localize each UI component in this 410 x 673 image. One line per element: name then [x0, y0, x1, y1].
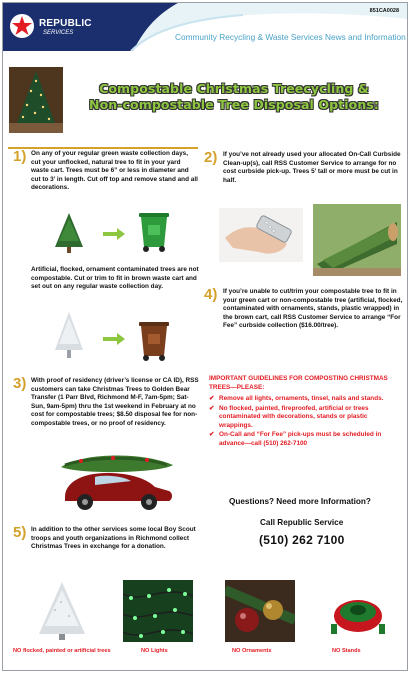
arrow-right-icon — [103, 228, 125, 240]
lights-photo — [123, 580, 193, 642]
christmas-tree-photo — [9, 67, 63, 133]
ornaments-photo — [225, 580, 295, 642]
step-2-text: If you’ve not already used your allocated On-Call Curbside Clean-up(s), call RSS Customer Service to arrange for no cost curbside pick-up. Trees 5’ tall or more must be cut in half. — [223, 151, 401, 184]
call-label: Call Republic Service — [260, 518, 344, 527]
step-2-number: 2) — [204, 149, 218, 166]
republic-logo — [9, 11, 119, 43]
section-divider — [8, 147, 198, 149]
title-line-2: Non-compostable Tree Disposal Options: — [89, 97, 379, 112]
questions-heading: Questions? Need more Information? — [229, 497, 371, 506]
guideline-item — [209, 405, 401, 431]
cut-tree-photo — [313, 204, 401, 276]
green-cart-icon — [133, 207, 175, 253]
flyer-page — [2, 2, 408, 671]
check-icon: ✔ — [209, 404, 215, 412]
guideline-text: Remove all lights, ornaments, tinsel, nails and stands. — [219, 395, 384, 402]
flocked-tree-photo — [27, 580, 97, 642]
step-5-number: 5) — [13, 524, 27, 541]
step-4-text: If you’re unable to cut/trim your compostable tree to fit in your green cart or non-compostable tree (artificial, flocked, contaminated with ornaments, stands, plastic wrapped) in the brown cart, call RSS Customer Service to arrange “For Fee” curbside collection ($16.00/tree). — [223, 288, 403, 330]
header — [3, 3, 407, 51]
logo-star-icon — [9, 13, 35, 39]
brown-cart-icon — [133, 316, 175, 362]
title-line-1: Compostable Christmas Treecycling & — [99, 81, 369, 96]
brand-sub: SERVICES — [43, 30, 74, 36]
car-with-tree-illustration — [51, 447, 181, 513]
caption-no-lights: NO Lights — [141, 648, 168, 654]
header-tagline: Community Recycling & Waste Services News and Information — [175, 32, 406, 42]
step-1-number: 1) — [13, 148, 27, 165]
check-icon: ✔ — [209, 431, 215, 438]
step-3-text: With proof of residency (driver’s license or CA ID), RSS customers can take Christmas Trees to Golden Bear Transfer (1 Parr Blvd, Richmond M-F, 7am-5pm; Sat-Sun, 9am-5pm) thru the 1st weekend in February at no cost for compostable trees; $8.50 disposal fee for non-compostable trees, or no proof of residency. — [31, 377, 199, 427]
check-icon: ✔ — [209, 395, 215, 402]
flocked-tree-icon — [51, 310, 87, 360]
guidelines-title: IMPORTANT GUIDELINES FOR COMPOSTING CHRISTMAS TREES—PLEASE: — [209, 375, 388, 391]
page-title — [69, 81, 399, 113]
step-1-text: On any of your regular green waste collection days, cut your unflocked, natural tree to fit in your yard waste cart. Trees must be 6” or less in diameter and cut to 3’ in length. Cut off top and remove stand and all decorations. — [31, 150, 198, 192]
caption-no-flocked: NO flocked, painted or artificial trees — [13, 648, 111, 654]
tree-stand-photo — [323, 580, 393, 642]
guidelines-list — [209, 395, 401, 449]
document-code: 851CA0028 — [369, 8, 399, 14]
step-5-text: In addition to the other services some local Boy Scout troops and youth organizations in Richmond collect Christmas Trees in exchange for a donation. — [31, 526, 196, 551]
brand-name: REPUBLIC — [39, 18, 92, 29]
step-4-number: 4) — [204, 286, 218, 303]
tree-icon — [51, 211, 87, 255]
caption-no-ornaments: NO Ornaments — [232, 648, 272, 654]
arrow-right-icon — [103, 333, 125, 345]
guideline-item — [209, 395, 401, 404]
non-compostable-text: Artificial, flocked, ornament contaminated trees are not compostable. Cut or trim to fit in brown waste cart and set out on any regular waste collection day. — [31, 266, 199, 291]
guideline-text: On-Call and “For Fee” pick-ups must be scheduled in advance—call (510) 262-7100 — [219, 431, 382, 447]
phone-in-hand-photo — [219, 208, 303, 262]
step-3-number: 3) — [13, 375, 27, 392]
phone-number[interactable]: (510) 262 7100 — [259, 533, 345, 547]
caption-no-stands: NO Stands — [332, 648, 361, 654]
guideline-text: No flocked, painted, fireproofed, artificial or trees contaminated with decorations, stands or plastic wrappings. — [219, 404, 369, 429]
guideline-item — [209, 431, 401, 448]
